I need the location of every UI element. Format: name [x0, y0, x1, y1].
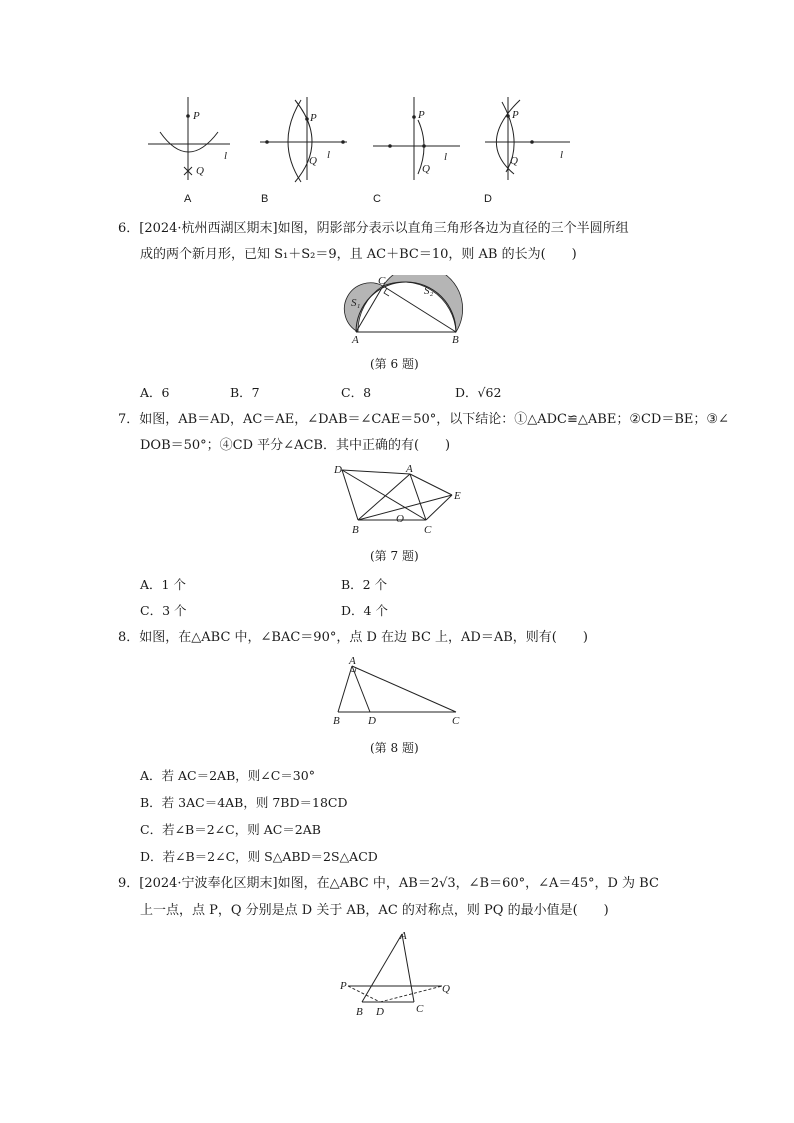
q8-stem-line-1: 8．如图，在△ABC 中，∠BAC＝90°，点 D 在边 BC 上，AD＝AB，则有( ): [118, 630, 588, 645]
svg-text:D: D: [368, 715, 376, 726]
svg-text:A: A: [349, 655, 356, 667]
q5-option-a-label[interactable]: A: [184, 193, 192, 205]
svg-text:B: B: [356, 1006, 363, 1018]
svg-text:B: B: [452, 334, 459, 346]
q8-option-b[interactable]: B．若 3AC＝4AB，则 7BD＝18CD: [140, 795, 348, 810]
svg-text:C: C: [452, 715, 460, 726]
q5-figure-a: [140, 92, 240, 187]
q6-figure: [338, 275, 466, 347]
q6-option-d[interactable]: D．√62: [455, 385, 502, 400]
svg-text:D: D: [334, 464, 342, 476]
q7-stem-line-1: 7．如图，AB＝AD，AC＝AE，∠DAB＝∠CAE＝50°，以下结论：①△ADC≌△ABE；②CD＝BE；③∠: [118, 412, 729, 427]
q7-option-c[interactable]: C．3 个: [140, 603, 187, 618]
svg-text:B: B: [333, 715, 340, 726]
q5-figure-b: [255, 92, 355, 187]
q5-option-c-label[interactable]: C: [373, 193, 381, 205]
q7-option-b[interactable]: B．2 个: [341, 577, 388, 592]
svg-text:E: E: [454, 490, 461, 502]
q8-option-c[interactable]: C．若∠B＝2∠C，则 AC＝2AB: [140, 822, 321, 837]
svg-text:Q: Q: [196, 165, 204, 177]
svg-text:P: P: [512, 109, 519, 121]
q5-figure-c: [368, 92, 468, 187]
q6-caption: (第 6 题): [370, 357, 419, 371]
svg-text:S₂: S₂: [424, 285, 434, 297]
q8-caption: (第 8 题): [370, 741, 419, 755]
q6-stem-line-1: 6．[2024·杭州西湖区期末]如图，阴影部分表示以直角三角形各边为直径的三个半圆所组: [118, 221, 629, 236]
svg-text:C: C: [424, 524, 432, 536]
svg-text:P: P: [418, 109, 425, 121]
q6-stem-line-2: 成的两个新月形，已知 S₁＋S₂＝9，且 AC＋BC＝10，则 AB 的长为( ): [140, 247, 577, 262]
q6-option-a[interactable]: A．6: [140, 385, 170, 400]
svg-text:A: A: [352, 334, 359, 346]
svg-text:S₁: S₁: [351, 297, 361, 309]
q5-option-b-label[interactable]: B: [261, 193, 269, 205]
svg-text:B: B: [352, 524, 359, 536]
q7-figure: [330, 462, 470, 540]
svg-text:A: A: [406, 463, 413, 475]
q9-stem-line-2: 上一点，点 P，Q 分别是点 D 关于 AB，AC 的对称点，则 PQ 的最小值是( ): [140, 903, 609, 918]
q7-caption: (第 7 题): [370, 549, 419, 563]
q7-option-d[interactable]: D．4 个: [341, 603, 388, 618]
q9-figure: [338, 926, 460, 1018]
svg-text:l: l: [444, 151, 448, 163]
q8-option-a[interactable]: A．若 AC＝2AB，则∠C＝30°: [140, 768, 315, 783]
svg-text:l: l: [224, 150, 228, 162]
svg-text:C: C: [378, 275, 386, 287]
q8-figure: [328, 654, 468, 726]
svg-text:l: l: [327, 149, 331, 161]
q6-option-b[interactable]: B．7: [230, 385, 260, 400]
svg-text:Q: Q: [309, 155, 317, 167]
svg-text:C: C: [416, 1003, 424, 1015]
svg-text:A: A: [400, 930, 407, 942]
q5-option-d-label[interactable]: D: [484, 193, 492, 205]
q7-stem-line-2: DOB＝50°；④CD 平分∠ACB．其中正确的有( ): [140, 438, 451, 453]
svg-text:Q: Q: [422, 163, 430, 175]
svg-text:P: P: [310, 112, 317, 124]
svg-text:O: O: [396, 513, 404, 525]
q6-option-c[interactable]: C．8: [341, 385, 372, 400]
svg-text:D: D: [376, 1006, 384, 1018]
q7-option-a[interactable]: A．1 个: [140, 577, 186, 592]
svg-text:P: P: [340, 980, 347, 992]
q5-figure-d: [480, 92, 580, 187]
svg-text:Q: Q: [442, 983, 450, 995]
svg-text:l: l: [560, 149, 564, 161]
q9-stem-line-1: 9．[2024·宁波奉化区期末]如图，在△ABC 中，AB＝2√3，∠B＝60°，∠A＝45°，D 为 BC: [118, 876, 659, 891]
svg-text:Q: Q: [510, 155, 518, 167]
q8-option-d[interactable]: D．若∠B＝2∠C，则 S△ABD＝2S△ACD: [140, 849, 378, 864]
svg-text:P: P: [193, 110, 200, 122]
